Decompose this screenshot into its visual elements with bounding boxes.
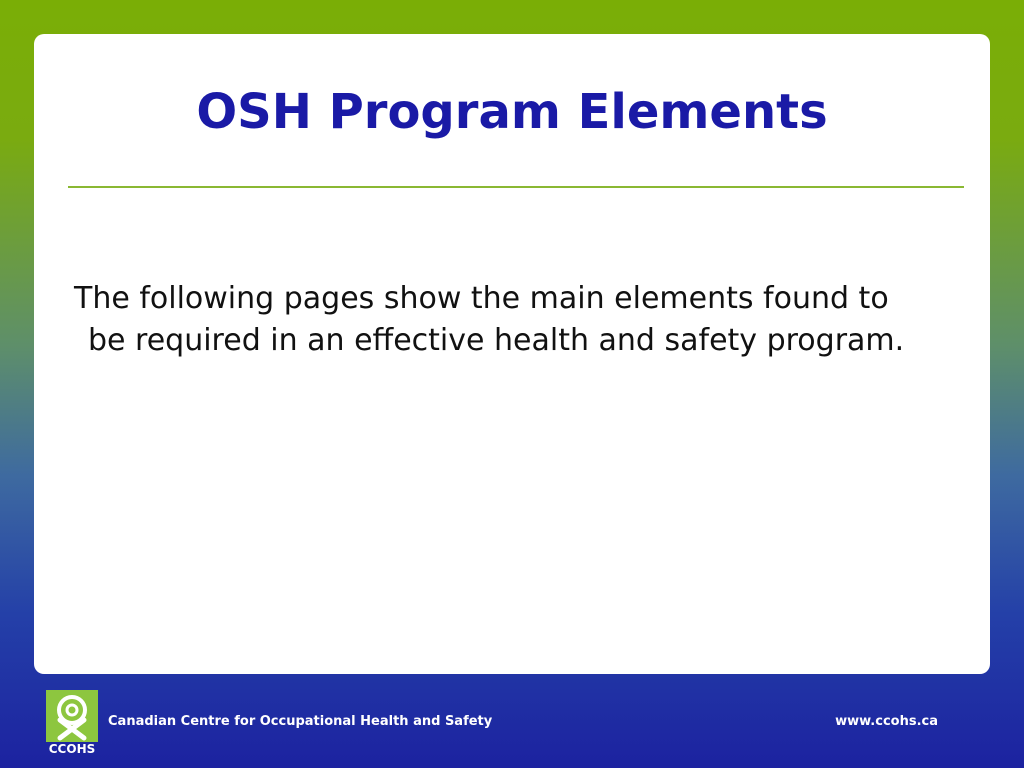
- title-divider: [68, 186, 964, 188]
- slide-title: OSH Program Elements: [196, 84, 828, 140]
- footer-organization: Canadian Centre for Occupational Health and Safety: [108, 714, 493, 729]
- logo-text: CCOHS: [48, 742, 96, 756]
- slide-body-text: The following pages show the main elements found to be required in an effective health and safety program.: [74, 281, 905, 358]
- footer-website-link[interactable]: www.ccohs.ca: [835, 714, 938, 729]
